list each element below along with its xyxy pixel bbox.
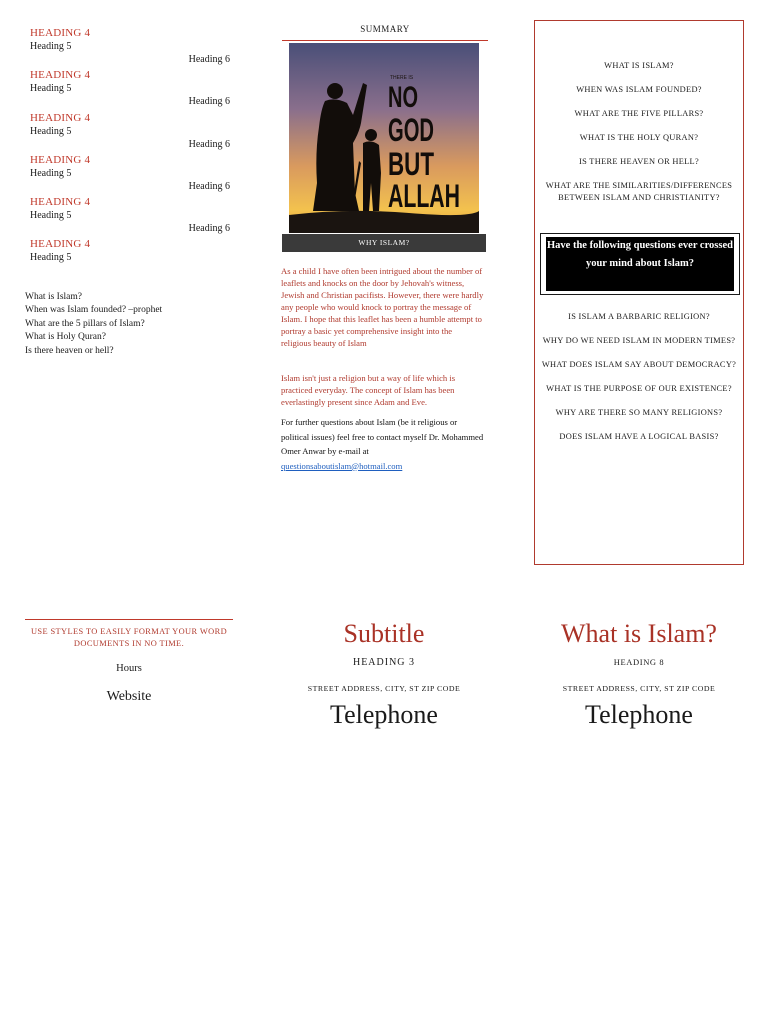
toc-group <box>30 27 240 69</box>
contact-text: For further questions about Islam (be it religious or political issues) feel free to contact myself Dr. Mohammed Omer Anwar by e-mail at <box>281 417 484 456</box>
question-item: DOES ISLAM HAVE A LOGICAL BASIS? <box>559 431 719 441</box>
heading-5: Heading 5 <box>30 167 72 179</box>
divider <box>282 40 488 41</box>
list-item: What are the 5 pillars of Islam? <box>25 318 145 329</box>
summary-heading: SUMMARY <box>360 24 410 34</box>
heading-6: Heading 6 <box>188 180 230 192</box>
heading-5: Heading 5 <box>30 252 72 264</box>
question-item: WHAT ARE THE SIMILARITIES/DIFFERENCES BETWEEN ISLAM AND CHRISTIANITY? <box>545 180 733 202</box>
heading-5: Heading 5 <box>30 41 72 52</box>
tagline: USE STYLES TO EASILY FORMAT YOUR WORD DOCUMENTS IN NO TIME. <box>30 627 228 648</box>
question-item: WHAT IS THE PURPOSE OF OUR EXISTENCE? <box>546 383 732 393</box>
poster-word: ALLAH <box>388 178 460 214</box>
heading-4: HEADING 4 <box>30 153 91 166</box>
divider <box>25 619 233 620</box>
heading-6: Heading 6 <box>188 54 230 65</box>
heading-6: Heading 6 <box>188 138 230 150</box>
cover-title: What is Islam? <box>561 619 717 648</box>
heading-3: HEADING 3 <box>352 657 416 668</box>
question-item: WHAT ARE THE FIVE PILLARS? <box>574 108 704 118</box>
heading-6: Heading 6 <box>188 96 230 108</box>
toc-list <box>30 27 240 281</box>
question-item: WHAT IS ISLAM? <box>604 61 674 70</box>
list-item: What is Holy Quran? <box>25 332 106 343</box>
contact-paragraph <box>281 415 486 473</box>
question-item: WHAT IS THE HOLY QURAN? <box>579 132 699 142</box>
callout-text: Have the following questions ever crossed your mind about Islam? <box>546 237 734 291</box>
question-item: WHEN WAS ISLAM FOUNDED? <box>576 84 702 94</box>
list-item: What is Islam? <box>25 292 82 302</box>
heading-6: Heading 6 <box>188 223 230 235</box>
toc-group <box>30 238 240 280</box>
telephone-label: Telephone <box>585 700 693 729</box>
hours-label: Hours <box>116 663 142 674</box>
heading-4: HEADING 4 <box>30 111 91 124</box>
heading-5: Heading 5 <box>30 210 72 222</box>
telephone-label: Telephone <box>330 700 438 729</box>
question-item: WHAT DOES ISLAM SAY ABOUT DEMOCRACY? <box>541 359 737 369</box>
toc-group <box>30 112 240 154</box>
website-label: Website <box>106 689 152 704</box>
toc-group <box>30 196 240 238</box>
question-item: WHY DO WE NEED ISLAM IN MODERN TIMES? <box>542 335 736 345</box>
list-item: Is there heaven or hell? <box>25 345 114 356</box>
questions-top <box>536 60 742 216</box>
why-islam-bar: WHY ISLAM? <box>282 234 486 252</box>
heading-5: Heading 5 <box>30 83 72 95</box>
questions-bottom <box>536 311 742 455</box>
heading-4: HEADING 4 <box>30 196 91 209</box>
poster-word: GOD <box>388 112 434 148</box>
no-god-but-allah-poster-image <box>289 43 479 233</box>
way-of-life-paragraph: Islam isn't just a religion but a way of life which is practiced everyday. The concept of Islam has been everlastingly present since Adam and Eve. <box>281 373 456 407</box>
question-item: IS ISLAM A BARBARIC RELIGION? <box>568 312 710 321</box>
heading-4: HEADING 4 <box>30 238 91 251</box>
email-link[interactable]: questionsaboutislam@hotmail.com <box>281 460 403 471</box>
question-list <box>25 291 255 358</box>
poster-small-text: THERE IS <box>390 75 414 81</box>
street-address: STREET ADDRESS, CITY, ST ZIP CODE <box>562 684 716 693</box>
toc-group <box>30 154 240 196</box>
toc-group <box>30 69 240 111</box>
heading-8: HEADING 8 <box>613 657 665 667</box>
poster-word: NO <box>388 81 418 114</box>
heading-5: Heading 5 <box>30 125 72 137</box>
list-item: When was Islam founded? –prophet <box>25 305 163 316</box>
question-item: WHY ARE THERE SO MANY RELIGIONS? <box>555 407 723 417</box>
poster-word: BUT <box>388 146 435 182</box>
subtitle-heading: Subtitle <box>343 619 425 648</box>
heading-4: HEADING 4 <box>30 27 91 39</box>
intro-paragraph: As a child I have often been intrigued about the number of leaflets and knocks on the door by Jehovah's witness, Jewish and Christian pacifists. However, there were hardly any people who would knock to portray the message of Islam. I hope that this leaflet has been a humble attempt to portray a basic yet comprehensive insight into the religious beauty of Islam <box>281 266 484 348</box>
question-item: IS THERE HEAVEN OR HELL? <box>579 156 699 166</box>
heading-4: HEADING 4 <box>30 69 91 82</box>
street-address: STREET ADDRESS, CITY, ST ZIP CODE <box>307 684 461 693</box>
